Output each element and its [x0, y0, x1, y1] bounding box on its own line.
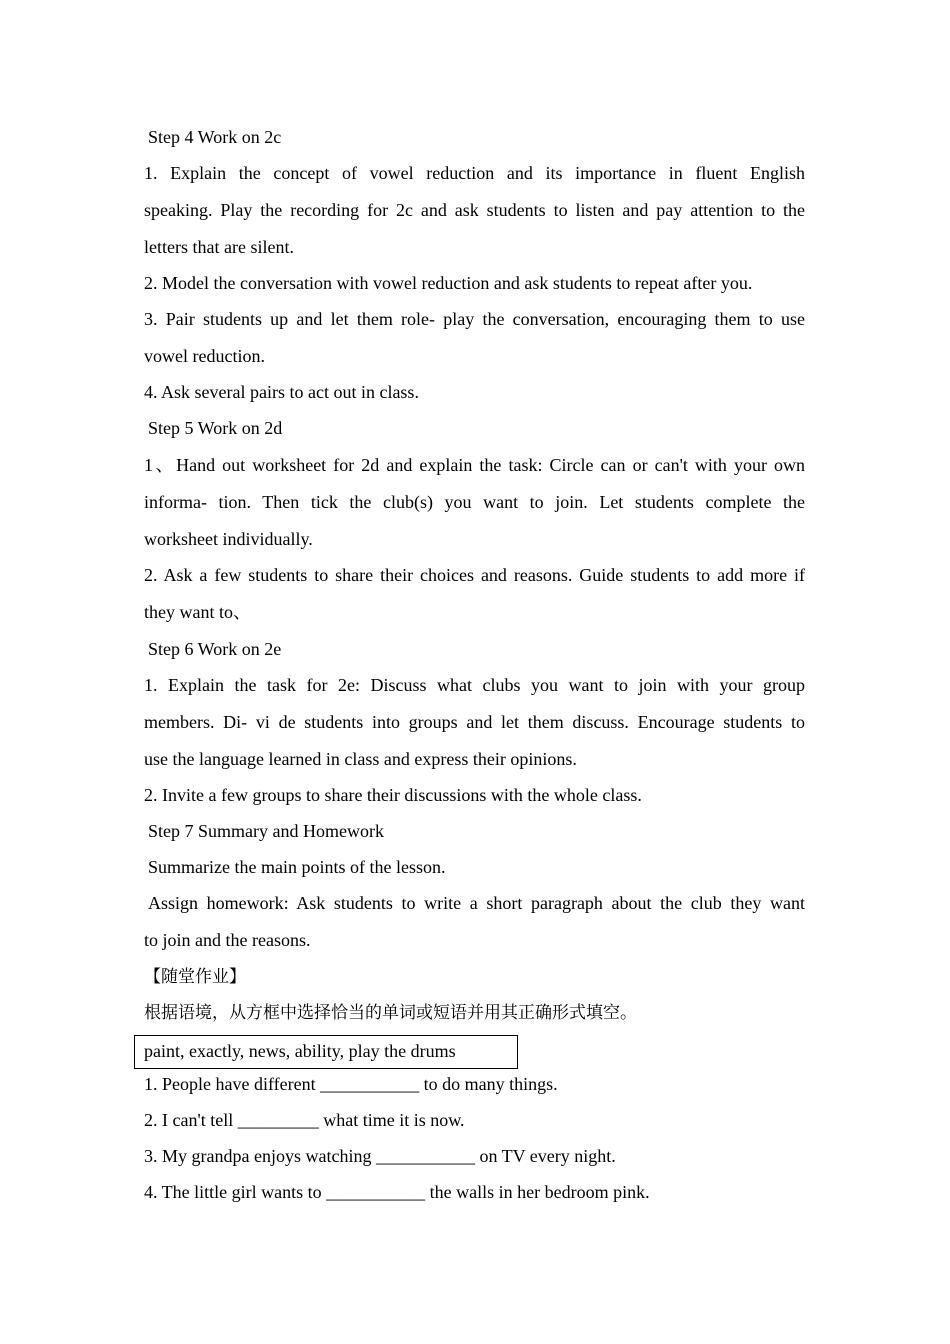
paragraph-line: 1. Explain the concept of vowel reduction and its importance in fluent English [144, 163, 805, 183]
paragraph-line: 2. Ask a few students to share their choices and reasons. Guide students to add more if [144, 565, 805, 585]
step-4-heading: Step 4 Work on 2c [148, 127, 282, 147]
question-3: 3. My grandpa enjoys watching ___________ on TV every night. [144, 1146, 616, 1166]
question-1: 1. People have different ___________ to do many things. [144, 1074, 558, 1094]
paragraph-line: use the language learned in class and express their opinions. [144, 749, 577, 769]
step-6-heading: Step 6 Work on 2e [148, 639, 282, 659]
paragraph-line: worksheet individually. [144, 529, 313, 549]
paragraph-line: letters that are silent. [144, 237, 294, 257]
exercise-instruction: 根据语境，从方框中选择恰当的单词或短语并用其正确形式填空。 [144, 1003, 637, 1023]
paragraph-line: vowel reduction. [144, 346, 265, 366]
paragraph-line: informa- tion. Then tick the club(s) you want to join. Let students complete the [144, 492, 805, 512]
paragraph-line: 2. Model the conversation with vowel reduction and ask students to repeat after you. [144, 273, 753, 293]
paragraph-line: 1. Explain the task for 2e: Discuss what clubs you want to join with your group [144, 675, 805, 695]
step-5-heading: Step 5 Work on 2d [148, 418, 283, 438]
paragraph-line: to join and the reasons. [144, 930, 311, 950]
paragraph-line: Summarize the main points of the lesson. [148, 857, 446, 877]
paragraph-line: 4. Ask several pairs to act out in class. [144, 382, 419, 402]
paragraph-line: members. Di- vi de students into groups and let them discuss. Encourage students to [144, 712, 805, 732]
step-7-heading: Step 7 Summary and Homework [148, 821, 384, 841]
paragraph-line: 3. Pair students up and let them role- play the conversation, encouraging them to use [144, 309, 805, 329]
question-2: 2. I can't tell _________ what time it is now. [144, 1110, 465, 1130]
paragraph-line: speaking. Play the recording for 2c and ask students to listen and pay attention to the [144, 200, 805, 220]
word-bank-box [134, 1035, 518, 1069]
paragraph-line: 1、Hand out worksheet for 2d and explain the task: Circle can or can't with your own [144, 455, 805, 475]
paragraph-line: Assign homework: Ask students to write a short paragraph about the club they want [148, 893, 805, 913]
question-4: 4. The little girl wants to ___________ the walls in her bedroom pink. [144, 1182, 650, 1202]
exercise-heading: 【随堂作业】 [144, 967, 246, 987]
paragraph-line: 2. Invite a few groups to share their discussions with the whole class. [144, 785, 642, 805]
word-bank-text: paint, exactly, news, ability, play the drums [144, 1041, 456, 1061]
paragraph-line: they want to、 [144, 602, 251, 622]
